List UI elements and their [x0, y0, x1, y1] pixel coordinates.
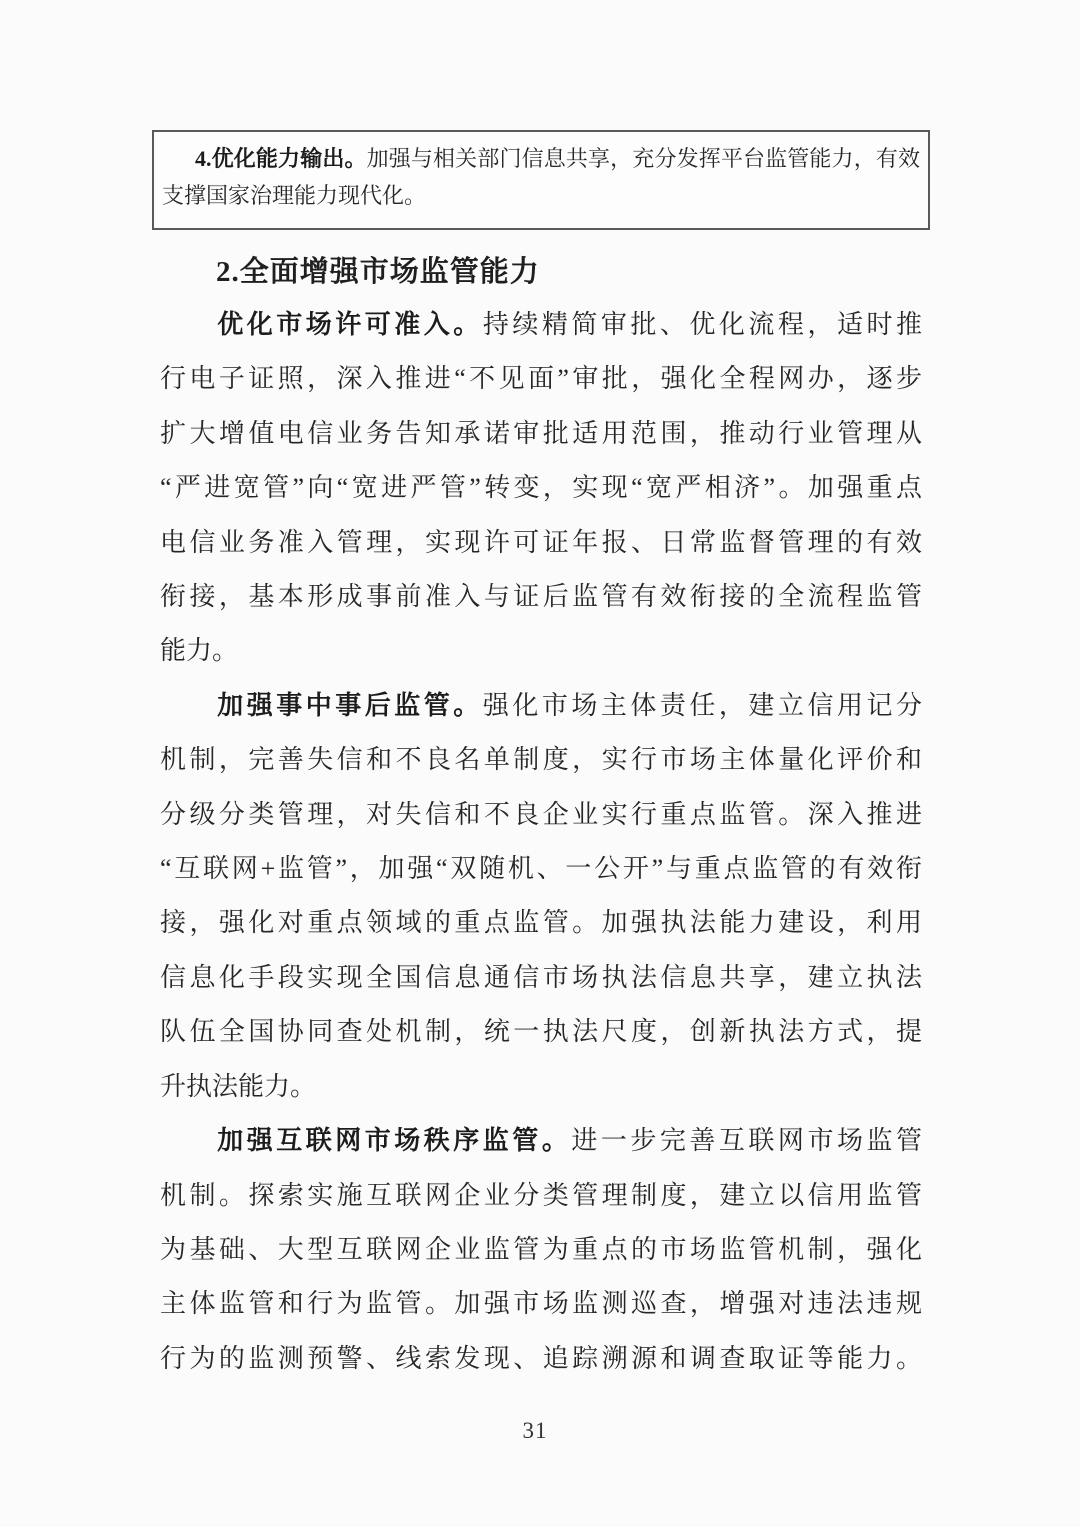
text-line: 支撑国家治理能力现代化。: [162, 183, 427, 208]
paragraph: [160, 1114, 922, 1386]
text-line: 为基础、大型互联网企业监管为重点的市场监管机制，强化: [160, 1234, 922, 1264]
paragraph-lead: 4.优化能力输出。: [195, 146, 367, 171]
text-line: 队伍全国协同查处机制，统一执法尺度，创新执法方式，提: [160, 1017, 922, 1047]
section-heading: 2.全面增强市场监管能力: [216, 256, 540, 288]
text-line: 分级分类管理，对失信和不良企业实行重点监管。深入推进: [160, 799, 922, 829]
text-line: 加强事中事后监管。强化市场主体责任，建立信用记分: [217, 690, 922, 720]
text-line: 机制。探索实施互联网企业分类管理制度，建立以信用监管: [160, 1180, 922, 1210]
page-content: [152, 130, 930, 1386]
text-line: 加强互联网市场秩序监管。进一步完善互联网市场监管: [217, 1126, 922, 1156]
text-line: 行电子证照，深入推进“不见面”审批，强化全程网办，逐步: [160, 364, 922, 394]
text-line: 机制，完善失信和不良名单制度，实行市场主体量化评价和: [160, 745, 922, 775]
paragraph-lead: 加强事中事后监管。: [217, 690, 483, 720]
text-line: 电信业务准入管理，实现许可证年报、日常监督管理的有效: [160, 527, 922, 557]
text-line: 主体监管和行为监管。加强市场监测巡查，增强对违法违规: [160, 1289, 922, 1319]
text-line: 衔接，基本形成事前准入与证后监管有效衔接的全流程监管: [160, 582, 922, 612]
text-line: 优化市场许可准入。持续精简审批、优化流程，适时推: [217, 310, 922, 339]
text-line: “互联网+监管”，加强“双随机、一公开”与重点监管的有效衔: [160, 854, 922, 884]
text-line: “严进宽管”向“宽进严管”转变，实现“宽严相济”。加强重点: [160, 473, 922, 503]
callout-box: [152, 130, 930, 230]
page-number: 31: [522, 1418, 548, 1443]
text-line: 行为的监测预警、线索发现、追踪溯源和调查取证等能力。: [160, 1343, 922, 1373]
paragraph: [160, 298, 922, 679]
body-paragraphs: [160, 298, 922, 1386]
text-line: 扩大增值电信业务告知承诺审批适用范围，推动行业管理从: [160, 418, 922, 448]
paragraph-lead: 加强互联网市场秩序监管。: [217, 1126, 572, 1156]
text-line: 4.优化能力输出。加强与相关部门信息共享，充分发挥平台监管能力，有效: [195, 146, 920, 171]
text-line: 升执法能力。: [160, 1071, 317, 1101]
paragraph: [160, 679, 922, 1114]
paragraph-lead: 优化市场许可准入。: [217, 310, 483, 339]
text-line: 能力。: [160, 636, 239, 666]
text-line: 信息化手段实现全国信息通信市场执法信息共享，建立执法: [160, 962, 922, 992]
text-line: 接，强化对重点领域的重点监管。加强执法能力建设，利用: [160, 908, 922, 938]
